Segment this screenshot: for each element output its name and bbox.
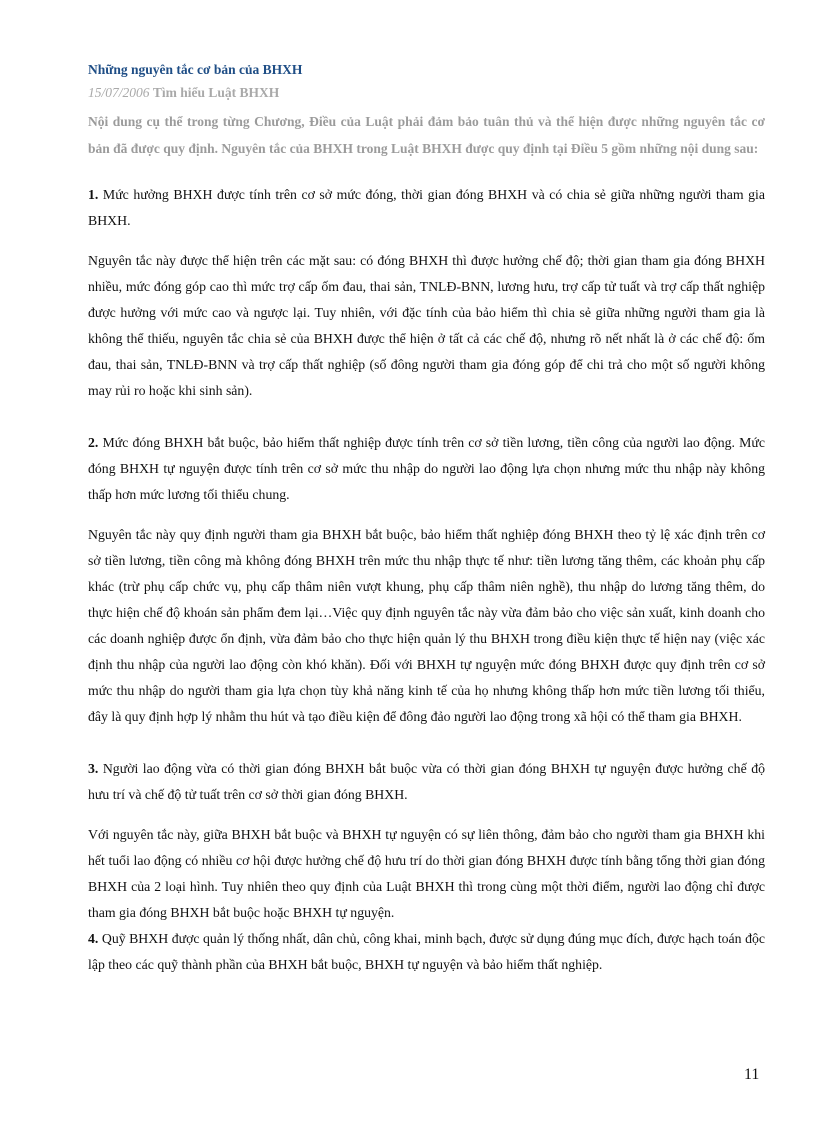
article-date: 15/07/2006 — [88, 85, 150, 100]
section-2-principle — [88, 430, 765, 508]
document-page — [88, 60, 765, 978]
section-2-number: 2. — [88, 435, 99, 450]
article-title[interactable]: Những nguyên tắc cơ bản của BHXH — [88, 62, 303, 77]
section-2-explanation: Nguyên tắc này quy định người tham gia BHXH bắt buộc, bảo hiểm thất nghiệp đóng BHXH theo tỷ lệ xác định trên cơ sở tiền lương, tiền công mà không đóng BHXH trên mức thu nhập thực tế như: tiền lương tăng thêm, các khoản phụ cấp khác (trừ phụ cấp chức vụ, phụ cấp thâm niên vượt khung, phụ cấp thâm niên nghề), thu nhập do lương tăng thêm, do thực hiện chế độ khoán sản phẩm đem lại…Việc quy định nguyên tắc này vừa đảm bảo cho việc sản xuất, kinh doanh cho các doanh nghiệp được ổn định, vừa đảm bảo cho thực hiện quản lý thu BHXH trong điều kiện thực tế hiện nay (việc xác định thu nhập của người lao động còn khó khăn). Đối với BHXH tự nguyện mức đóng BHXH được quy định trên cơ sở mức thu nhập do người tham gia lựa chọn tùy khả năng kinh tế của họ nhưng không thấp hơn mức tiền lương tối thiểu, đây là quy định hợp lý nhằm thu hút và tạo điều kiện để đông đảo người lao động trong xã hội có thể tham gia BHXH. — [88, 527, 765, 724]
section-1-explanation: Nguyên tắc này được thể hiện trên các mặt sau: có đóng BHXH thì được hưởng chế độ; thời gian tham gia đóng BHXH nhiều, mức đóng góp cao thì mức trợ cấp ốm đau, thai sản, TNLĐ-BNN, lương hưu, trợ cấp tử tuất và trợ cấp thất nghiệp được hưởng với mức cao và ngược lại. Tuy nhiên, với đặc tính của bảo hiểm thì chia sẻ giữa những người tham gia là không thể thiếu, nguyên tắc chia sẻ của BHXH được thể hiện ở tất cả các chế độ, nhưng rõ nết nhất là ở các chế độ: ốm đau, thai sản, TNLĐ-BNN và trợ cấp thất nghiệp (số đông người tham gia đóng góp để chi trả cho một số người không may rủi ro hoặc khi sinh sản). — [88, 253, 765, 398]
section-3-principle — [88, 756, 765, 808]
section-2-principle-text: Mức đóng BHXH bắt buộc, bảo hiểm thất nghiệp được tính trên cơ sở tiền lương, tiền công của người lao động. Mức đóng BHXH tự nguyện được tính trên cơ sở mức thu nhập do người lao động lựa chọn nhưng mức thu nhập này không thấp hơn mức lương tối thiểu chung. — [88, 435, 765, 502]
article-category[interactable]: Tìm hiểu Luật BHXH — [152, 85, 280, 100]
section-3-principle-text: Người lao động vừa có thời gian đóng BHXH bắt buộc vừa có thời gian đóng BHXH tự nguyện được hưởng chế độ hưu trí và chế độ tử tuất trên cơ sở thời gian đóng BHXH. — [88, 761, 765, 802]
section-4-number: 4. — [88, 931, 99, 946]
section-3-number: 3. — [88, 761, 99, 776]
article-meta — [88, 82, 765, 104]
page-number: 11 — [744, 1066, 760, 1083]
section-1-number: 1. — [88, 187, 99, 202]
section-1-principle — [88, 182, 765, 234]
section-3-explanation: Với nguyên tắc này, giữa BHXH bắt buộc và BHXH tự nguyện có sự liên thông, đảm bảo cho người tham gia BHXH khi hết tuổi lao động có nhiều cơ hội được hưởng chế độ hưu trí do thời gian đóng BHXH được tính bằng tổng thời gian đóng BHXH của 2 loại hình. Tuy nhiên theo quy định của Luật BHXH thì trong cùng một thời điểm, người lao động chỉ được tham gia đóng BHXH bắt buộc hoặc BHXH tự nguyện. — [88, 827, 765, 920]
article-intro: Nội dung cụ thể trong từng Chương, Điều của Luật phải đảm bảo tuân thủ và thể hiện được những nguyên tắc cơ bản đã được quy định. Nguyên tắc của BHXH trong Luật BHXH được quy định tại Điều 5 gồm những nội dung sau: — [88, 114, 765, 156]
section-1-principle-text: Mức hưởng BHXH được tính trên cơ sở mức đóng, thời gian đóng BHXH và có chia sẻ giữa những người tham gia BHXH. — [88, 187, 765, 228]
section-4-principle-text: Quỹ BHXH được quản lý thống nhất, dân chủ, công khai, minh bạch, được sử dụng đúng mục đích, được hạch toán độc lập theo các quỹ thành phần của BHXH bắt buộc, BHXH tự nguyện và bảo hiểm thất nghiệp. — [88, 931, 765, 972]
section-4-principle — [88, 926, 765, 978]
